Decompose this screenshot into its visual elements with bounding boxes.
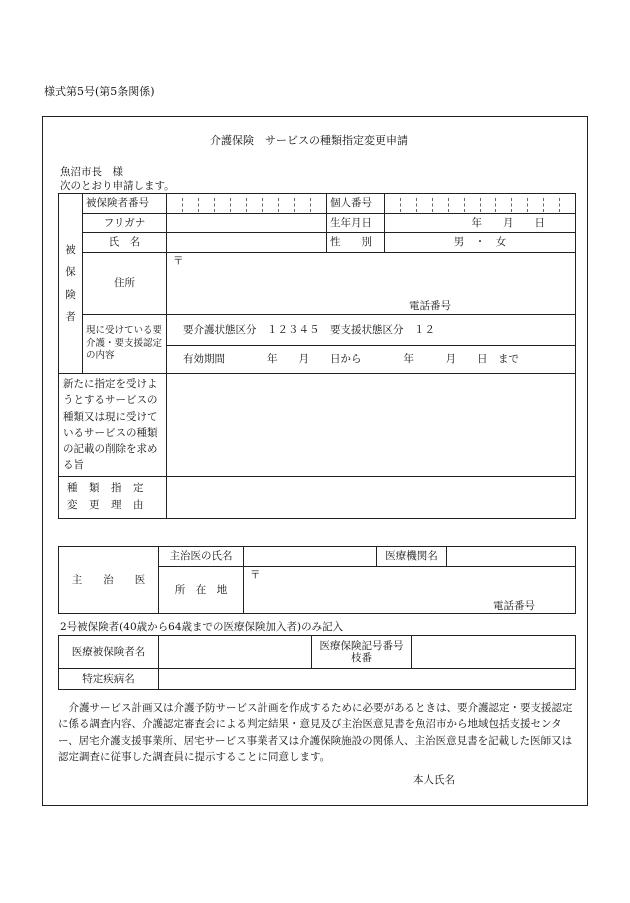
physician-name-field[interactable] — [244, 547, 377, 567]
signature-label: 本人氏名 — [413, 774, 455, 786]
furigana-field[interactable] — [167, 214, 327, 233]
type2-note: 2号被保険者(40歳から64歳までの医療保険加入者)のみ記入 — [60, 621, 344, 633]
form-number: 様式第5号(第5条関係) — [44, 85, 155, 98]
physician-label: 主 治 医 — [59, 547, 159, 614]
change-request-field[interactable] — [167, 374, 576, 477]
intro-text: 次のとおり申請します。 — [60, 180, 175, 192]
change-reason-label: 種 類 指 定 変 更 理 由 — [59, 476, 167, 518]
disease-field[interactable] — [159, 669, 576, 690]
valid-period-field[interactable]: 有効期間 年 月 日から 年 月 日 まで — [167, 346, 576, 374]
institution-field[interactable] — [447, 547, 576, 567]
form-title: 介護保険 サービスの種類指定変更申請 — [210, 134, 408, 147]
addressee: 魚沼市長 様 — [60, 166, 123, 178]
consent-text: 介護サービス計画又は介護予防サービス計画を作成するために必要があるときは、要介護認定・要支援認定に係る調査内容、介護認定審査会による判定結果・意見及び主治医意見書を魚沼市から地域包括支援センター、居宅介護支援事業所、居宅サービス事業者又は介護保険施設の関係人、主治医意見書を記載した医師又は認定調査に従事した調査員に提示することに同意します。 — [58, 702, 573, 763]
insured-table — [58, 193, 576, 519]
care-level-field[interactable]: 要介護状態区分 １２３４５ 要支援状態区分 １２ — [167, 315, 576, 346]
name-field[interactable] — [167, 233, 327, 253]
gender-field[interactable]: 男 ・ 女 — [385, 233, 576, 253]
postal-mark: 〒 — [173, 255, 184, 267]
physician-postal-mark: 〒 — [250, 569, 261, 581]
physician-phone-label: 電話番号 — [493, 599, 535, 612]
personal-number-label: 個人番号 — [327, 194, 385, 214]
furigana-label: フリガナ — [83, 214, 167, 233]
physician-table — [58, 546, 576, 614]
physician-name-label: 主治医の氏名 — [159, 547, 244, 567]
location-label: 所 在 地 — [159, 567, 244, 614]
insured-side-label: 被 保 険 者 — [59, 194, 83, 374]
change-request-label: 新たに指定を受けようとするサービスの種類又は現に受けているサービスの種類の記載の削除を求める旨 — [59, 374, 167, 477]
insured-number-field[interactable] — [167, 194, 327, 214]
insurance-table — [58, 635, 576, 690]
phone-label: 電話番号 — [409, 299, 451, 312]
name-label: 氏 名 — [83, 233, 167, 253]
symbol-number-label: 医療保険記号番号枝番 — [312, 636, 412, 669]
certification-label: 現に受けている要介護・要支援認定の内容 — [83, 315, 167, 374]
birthdate-field[interactable]: 年 月 日 — [385, 214, 576, 233]
disease-label: 特定疾病名 — [59, 669, 159, 690]
insured-name-field[interactable] — [159, 636, 312, 669]
insured-number-label: 被保険者番号 — [83, 194, 167, 214]
address-field[interactable] — [167, 253, 576, 315]
address-label: 住所 — [83, 253, 167, 315]
insured-name-label: 医療被保険者名 — [59, 636, 159, 669]
location-field[interactable] — [244, 567, 576, 614]
institution-label: 医療機関名 — [377, 547, 447, 567]
gender-label: 性 別 — [327, 233, 385, 253]
birthdate-label: 生年月日 — [327, 214, 385, 233]
personal-number-field[interactable] — [385, 194, 576, 214]
symbol-number-field[interactable] — [412, 636, 576, 669]
change-reason-field[interactable] — [167, 476, 576, 518]
